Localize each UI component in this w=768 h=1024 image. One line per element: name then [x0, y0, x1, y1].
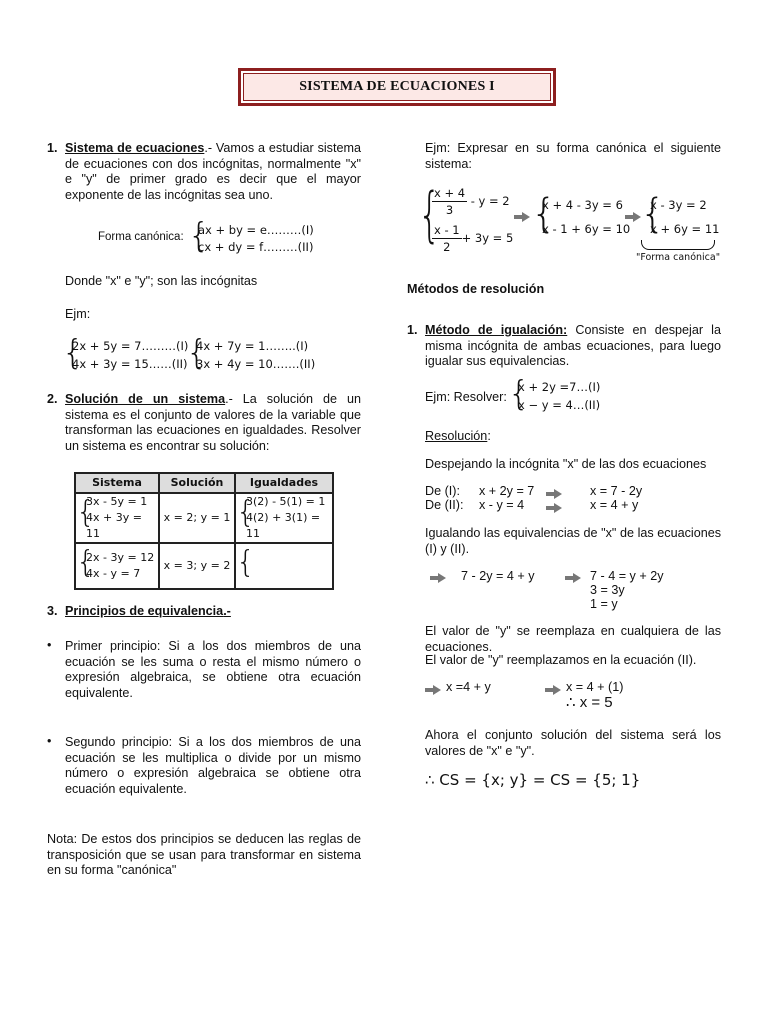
section-heading: Sistema de ecuaciones: [65, 141, 205, 155]
fraction-eq1: [432, 185, 510, 218]
table-cell-solution: x = 3; y = 2: [159, 543, 235, 589]
equality-eq: 4(2) + 3(1) = 11: [246, 511, 321, 540]
page-title: SISTEMA DE ECUACIONES I: [299, 79, 495, 95]
principle-2: [47, 734, 361, 797]
principle-text: Primer principio: Si a los dos miembros de una ecuación se les suma o resta el mismo número o expresión algebraica, se obtiene otra ecuación equivalente.: [65, 639, 361, 700]
section-heading: Solución de un sistema: [65, 392, 226, 406]
section-text: .-: [223, 604, 231, 618]
example2-eq2: 3x + 4y = 10…….(II): [196, 357, 316, 371]
brace-icon: {: [640, 191, 666, 237]
table-cell-equalities: [235, 493, 333, 543]
nota-text: Nota: De estos dos principios se deducen las reglas de transposición que se usan para transformar en sistema en su forma "canónica": [47, 832, 361, 878]
brace-icon: {: [418, 180, 441, 250]
canonical-eq2: x + 6y = 11: [650, 222, 720, 236]
brace-icon: {: [76, 495, 96, 530]
brace-icon: {: [508, 374, 530, 414]
section-text: .- La solución de un sistema es el conjunto de valores de la variable que transforman las ecuaciones en igualdades. Resolver un sistema es encontrar su solución:: [65, 392, 361, 453]
table-cell-equalities: [235, 543, 333, 589]
solution-set: ∴ CS = {x; y} = CS = {5; 1}: [425, 771, 641, 789]
de1-result: x = 7 - 2y: [590, 484, 643, 498]
method-1: [407, 323, 721, 370]
de1-eq: x + 2y = 7: [479, 484, 535, 498]
table-cell-system: [75, 543, 159, 589]
resolver-eq1: x + 2y =7…(I): [518, 380, 601, 394]
igualacion-eq: 7 - 2y = 4 + y: [461, 569, 535, 583]
ejm-label: Ejm:: [65, 307, 91, 321]
fraction-eq2: [432, 222, 513, 255]
forma-eq2: cx + dy = f………(II): [198, 240, 314, 254]
arrow-icon: [425, 682, 441, 698]
principle-text: Segundo principio: Si a los dos miembros de una ecuación se les multiplica o divide por un mismo número o expresión algebraica se obtiene otra ecuación equivalente.: [65, 735, 361, 796]
section-number: 1.: [47, 141, 58, 155]
forma-canonica-label: Forma canónica:: [98, 231, 184, 243]
donde-text: Donde "x" e "y"; son las incógnitas: [65, 274, 258, 288]
de2-label: De (II):: [425, 498, 464, 512]
method-text: Consiste en despejar la misma incógnita de ambas ecuaciones, para luego igualar sus equivalencias.: [425, 323, 721, 369]
table-header: Igualdades: [235, 473, 333, 493]
brace-icon: {: [188, 216, 210, 256]
example1-eq1: 2x + 5y = 7………(I): [72, 339, 189, 353]
system-eq: 2x - 3y = 12: [86, 551, 155, 564]
brace-icon: {: [76, 545, 96, 580]
bullet-icon: •: [47, 734, 52, 748]
arrow-icon: [625, 209, 641, 225]
igualacion-step1: 7 - 4 = y + 2y: [590, 569, 664, 583]
section-number: 3.: [47, 604, 58, 618]
brace-icon: {: [62, 333, 84, 373]
section-heading: Principios de equivalencia: [65, 604, 224, 618]
solution-table: [74, 472, 334, 590]
arrow-icon: [514, 209, 530, 225]
table-header: Solución: [159, 473, 235, 493]
table-header-row: [75, 473, 333, 493]
fraction-numerator: x - 1: [434, 223, 460, 237]
example1-eq2: 4x + 3y = 15……(II): [72, 357, 188, 371]
middle-eq2: x - 1 + 6y = 10: [542, 222, 631, 236]
fraction-denominator: 2: [443, 240, 451, 254]
arrow-icon: [546, 500, 562, 516]
brace-icon: {: [531, 191, 557, 237]
underbrace: [641, 240, 715, 250]
example2-eq1: 4x + 7y = 1……..(I): [196, 339, 309, 353]
section-text: .- Vamos a estudiar sistema de ecuaciones con dos incógnitas, normalmente "x" e "y" de primer grado es decir que el mayor exponente de las incógnitas sea uno.: [65, 141, 361, 202]
middle-eq1: x + 4 - 3y = 6: [542, 198, 623, 212]
principle-1: [47, 638, 361, 701]
ahora-text: Ahora el conjunto solución del sistema será los valores de "x" e "y".: [425, 728, 721, 758]
table-cell-system: [75, 493, 159, 543]
igualacion-step3: 1 = y: [590, 597, 618, 611]
system-eq: 3x - 5y = 1: [86, 495, 148, 508]
resolver-eq2: x − y = 4…(II): [518, 398, 601, 412]
valor-text-1: El valor de "y" se reemplaza en cualquiera de las ecuaciones.: [425, 624, 721, 654]
forma-eq1: ax + by = e………(I): [198, 223, 314, 237]
section-3: [47, 604, 361, 620]
table-row: [75, 543, 333, 589]
method-heading: Método de igualación:: [425, 323, 568, 337]
equality-eq: 3(2) - 5(1) = 1: [246, 495, 326, 508]
x-result: ∴ x = 5: [566, 694, 613, 711]
fraction-numerator: x + 4: [434, 186, 466, 200]
fraction-rest: + 3y = 5: [461, 231, 514, 245]
fraction-denominator: 3: [445, 203, 454, 217]
replace-step: x = 4 + (1): [566, 680, 624, 694]
brace-icon: {: [236, 545, 256, 580]
replace-eq: x =4 + y: [446, 680, 491, 694]
igualando-text: Igualando las equivalencias de "x" de las ecuaciones (I) y (II).: [425, 526, 721, 556]
despejando-text: Despejando la incógnita "x" de las dos ecuaciones: [425, 457, 707, 471]
de2-eq: x - y = 4: [479, 498, 525, 512]
canonical-label: "Forma canónica": [636, 252, 721, 263]
table-header: Sistema: [75, 473, 159, 493]
section-number: 1.: [407, 323, 418, 337]
table-row: [75, 493, 333, 543]
table-cell-solution: x = 2; y = 1: [159, 493, 235, 543]
arrow-icon: [565, 570, 581, 586]
arrow-icon: [430, 570, 446, 586]
system-eq: 4x + 3y = 11: [86, 511, 142, 540]
bullet-icon: •: [47, 638, 52, 652]
fraction-rest: - y = 2: [467, 194, 510, 208]
title-box: [238, 68, 556, 106]
resolver-label: Ejm: Resolver:: [425, 390, 507, 404]
metodos-heading: Métodos de resolución: [407, 282, 545, 296]
section-number: 2.: [47, 392, 58, 406]
canonical-eq1: x - 3y = 2: [650, 198, 707, 212]
section-2: [47, 392, 361, 454]
section-1: [47, 141, 361, 203]
arrow-icon: [545, 682, 561, 698]
resolucion-text: Resolución: [425, 429, 488, 443]
resolucion-label: Resolución:: [425, 429, 491, 443]
igualacion-step2: 3 = 3y: [590, 583, 625, 597]
system-eq: 4x - y = 7: [86, 567, 141, 580]
de1-label: De (I):: [425, 484, 460, 498]
de2-result: x = 4 + y: [590, 498, 639, 512]
valor-text-2: El valor de "y" reemplazamos en la ecuación (II).: [425, 653, 697, 667]
brace-icon: {: [236, 495, 256, 530]
right-intro: Ejm: Expresar en su forma canónica el siguiente sistema:: [425, 141, 721, 171]
brace-icon: {: [186, 333, 208, 373]
